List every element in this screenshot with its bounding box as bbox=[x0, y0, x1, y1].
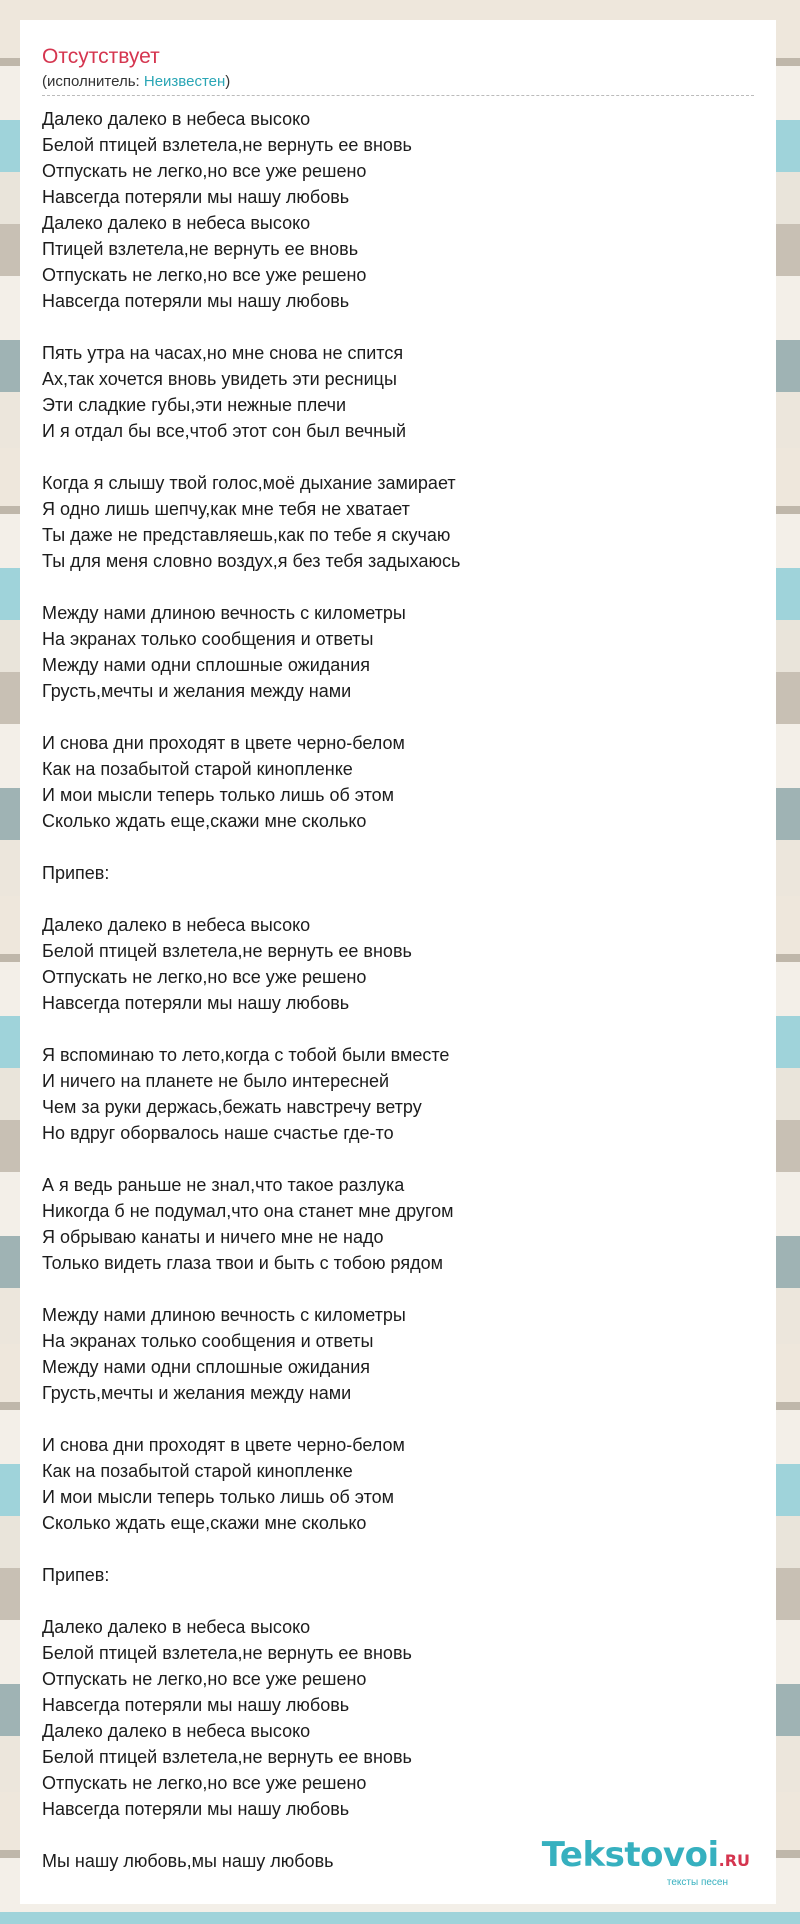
lyric-line: Пять утра на часах,но мне снова не спится bbox=[42, 343, 404, 363]
lyric-line: Ты для меня словно воздух,я без тебя задыхаюсь bbox=[42, 551, 461, 571]
lyric-line: Птицей взлетела,не вернуть ее вновь bbox=[42, 239, 359, 259]
artist-suffix: ) bbox=[225, 73, 231, 90]
lyric-line: Как на позабытой старой кинопленке bbox=[42, 1461, 353, 1481]
lyric-line: Но вдруг оборвалось наше счастье где-то bbox=[42, 1123, 394, 1143]
lyrics-card bbox=[20, 20, 776, 1904]
lyric-line: Отпускать не легко,но все уже решено bbox=[42, 967, 367, 987]
logo-name: Tekstovoi bbox=[541, 1835, 719, 1875]
lyric-line: Как на позабытой старой кинопленке bbox=[42, 759, 353, 779]
lyric-line: Ах,так хочется вновь увидеть эти ресницы bbox=[42, 369, 397, 389]
title-divider bbox=[42, 95, 754, 96]
lyric-line: Белой птицей взлетела,не вернуть ее вновь bbox=[42, 1747, 412, 1767]
lyric-line: Мы нашу любовь,мы нашу любовь bbox=[42, 1851, 334, 1871]
lyrics-stanza bbox=[42, 1562, 754, 1588]
song-title: Отсутствует bbox=[42, 45, 160, 68]
lyric-line: Навсегда потеряли мы нашу любовь bbox=[42, 993, 350, 1013]
lyric-line: Между нами длиною вечность с километры bbox=[42, 1305, 406, 1325]
lyric-line: Я вспоминаю то лето,когда с тобой были вместе bbox=[42, 1045, 450, 1065]
lyric-line: Далеко далеко в небеса высоко bbox=[42, 1617, 311, 1637]
lyrics-stanza bbox=[42, 1432, 754, 1536]
lyric-line: Отпускать не легко,но все уже решено bbox=[42, 161, 367, 181]
lyric-line: Навсегда потеряли мы нашу любовь bbox=[42, 187, 350, 207]
lyric-line: На экранах только сообщения и ответы bbox=[42, 629, 374, 649]
lyric-line: Сколько ждать еще,скажи мне сколько bbox=[42, 1513, 367, 1533]
artist-line bbox=[42, 73, 754, 91]
lyrics-stanza bbox=[42, 600, 754, 704]
lyric-line: А я ведь раньше не знал,что такое разлука bbox=[42, 1175, 405, 1195]
lyric-line: Грусть,мечты и желания между нами bbox=[42, 681, 352, 701]
lyric-line: И мои мысли теперь только лишь об этом bbox=[42, 1487, 394, 1507]
lyric-line: Далеко далеко в небеса высоко bbox=[42, 915, 311, 935]
lyrics-stanza bbox=[42, 470, 754, 574]
lyrics-stanza bbox=[42, 730, 754, 834]
lyric-line: Отпускать не легко,но все уже решено bbox=[42, 1669, 367, 1689]
lyric-line: Навсегда потеряли мы нашу любовь bbox=[42, 1695, 350, 1715]
lyrics-text bbox=[42, 106, 754, 1874]
lyric-line: Когда я слышу твой голос,моё дыхание замирает bbox=[42, 473, 456, 493]
lyric-line: Далеко далеко в небеса высоко bbox=[42, 213, 311, 233]
lyrics-stanza bbox=[42, 1042, 754, 1146]
lyric-line: Отпускать не легко,но все уже решено bbox=[42, 1773, 367, 1793]
site-logo[interactable] bbox=[541, 1835, 750, 1888]
lyric-line: Сколько ждать еще,скажи мне сколько bbox=[42, 811, 367, 831]
lyric-line: И снова дни проходят в цвете черно-белом bbox=[42, 1435, 405, 1455]
lyric-line: Ты даже не представляешь,как по тебе я скучаю bbox=[42, 525, 451, 545]
lyric-line: Припев: bbox=[42, 1565, 110, 1585]
lyric-line: Белой птицей взлетела,не вернуть ее вновь bbox=[42, 941, 412, 961]
lyric-line: Навсегда потеряли мы нашу любовь bbox=[42, 1799, 350, 1819]
lyric-line: Навсегда потеряли мы нашу любовь bbox=[42, 291, 350, 311]
lyric-line: Отпускать не легко,но все уже решено bbox=[42, 265, 367, 285]
lyric-line: Грусть,мечты и желания между нами bbox=[42, 1383, 352, 1403]
lyric-line: Припев: bbox=[42, 863, 110, 883]
lyric-line: Эти сладкие губы,эти нежные плечи bbox=[42, 395, 347, 415]
logo-tagline: тексты песен bbox=[666, 1877, 728, 1888]
lyric-line: Далеко далеко в небеса высоко bbox=[42, 109, 311, 129]
lyric-line: И я отдал бы все,чтоб этот сон был вечный bbox=[42, 421, 407, 441]
logo-wordmark bbox=[541, 1835, 750, 1878]
logo-tld: .RU bbox=[718, 1851, 750, 1870]
lyric-line: Между нами длиною вечность с километры bbox=[42, 603, 406, 623]
lyrics-stanza bbox=[42, 1302, 754, 1406]
lyrics-stanza bbox=[42, 912, 754, 1016]
lyric-line: Между нами одни сплошные ожидания bbox=[42, 655, 370, 675]
lyrics-stanza bbox=[42, 340, 754, 444]
lyrics-stanza bbox=[42, 106, 754, 314]
lyrics-stanza bbox=[42, 1172, 754, 1276]
lyric-line: И ничего на планете не было интересней bbox=[42, 1071, 390, 1091]
lyric-line: Белой птицей взлетела,не вернуть ее вновь bbox=[42, 135, 412, 155]
lyric-line: И снова дни проходят в цвете черно-белом bbox=[42, 733, 405, 753]
lyric-line: Я обрываю канаты и ничего мне не надо bbox=[42, 1227, 384, 1247]
lyric-line: И мои мысли теперь только лишь об этом bbox=[42, 785, 394, 805]
lyric-line: Только видеть глаза твои и быть с тобою рядом bbox=[42, 1253, 443, 1273]
lyrics-stanza bbox=[42, 860, 754, 886]
lyric-line: Белой птицей взлетела,не вернуть ее вновь bbox=[42, 1643, 412, 1663]
lyrics-stanza bbox=[42, 1614, 754, 1822]
artist-link[interactable]: Неизвестен bbox=[143, 73, 226, 90]
lyric-line: Никогда б не подумал,что она станет мне другом bbox=[42, 1201, 454, 1221]
lyric-line: Далеко далеко в небеса высоко bbox=[42, 1721, 311, 1741]
artist-prefix: (исполнитель: bbox=[42, 73, 144, 90]
lyric-line: На экранах только сообщения и ответы bbox=[42, 1331, 374, 1351]
lyric-line: Чем за руки держась,бежать навстречу ветру bbox=[42, 1097, 422, 1117]
lyric-line: Я одно лишь шепчу,как мне тебя не хватает bbox=[42, 499, 410, 519]
lyric-line: Между нами одни сплошные ожидания bbox=[42, 1357, 370, 1377]
